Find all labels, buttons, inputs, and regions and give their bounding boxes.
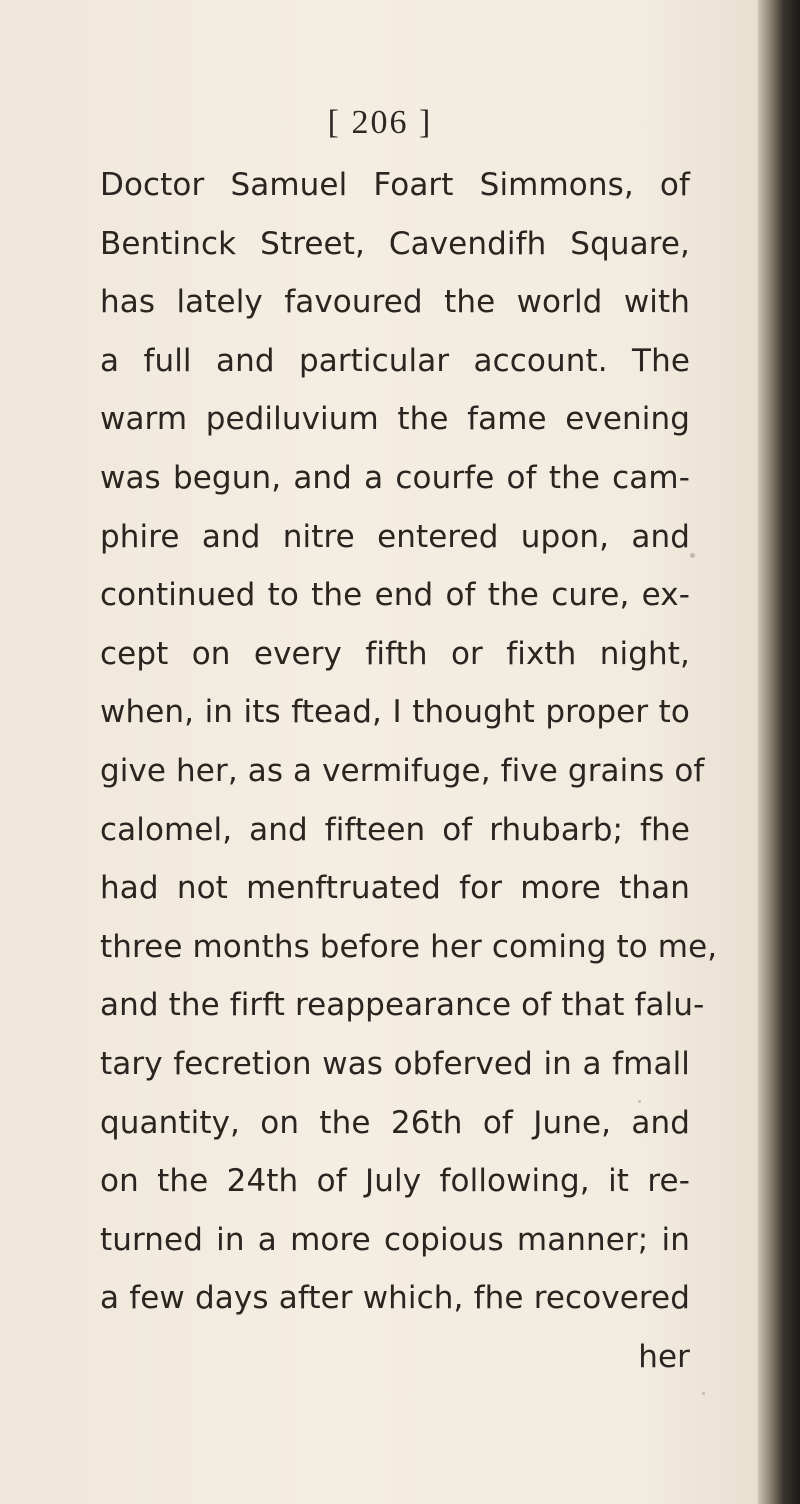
text-line: and the firft reappearance of that falu- [100,987,705,1024]
paper-speck [702,1392,705,1395]
text-line: was begun, and a courfe of the cam- [100,459,690,496]
paper-speck [638,1100,641,1103]
text-line: when, in its ftead, I thought proper to [100,694,690,731]
text-line: a few days after which, fhe recovered [100,1280,690,1317]
text-line: cept on every fifth or fixth night, [100,635,690,672]
book-binding-edge [758,0,800,1504]
text-line: continued to the end of the cure, ex- [100,577,690,614]
text-line: Doctor Samuel Foart Simmons, of [100,167,690,203]
text-line: tary fecretion was obferved in a fmall [100,1045,690,1082]
text-line: on the 24th of July following, it re- [100,1163,690,1200]
text-line: three months before her coming to me, [100,928,718,965]
text-line: calomel, and fifteen of rhubarb; fhe [100,811,690,848]
text-line: Bentinck Street, Cavendifh Square, [100,225,690,262]
text-line: has lately favoured the world with [100,284,690,321]
text-line: turned in a more copious manner; in [100,1221,690,1258]
text-line: give her, as a vermifuge, five grains of [100,752,705,789]
body-text [100,156,718,1386]
catchword: her [638,1338,690,1375]
text-line: had not menftruated for more than [100,870,690,907]
text-line: quantity, on the 26th of June, and [100,1104,690,1141]
text-line: warm pediluvium the fame evening [100,401,690,438]
page-number-header: [ 206 ] [327,104,433,141]
text-line: a full and particular account. The [100,342,690,379]
text-line: phire and nitre entered upon, and [100,518,690,555]
paper-speck [690,553,695,558]
